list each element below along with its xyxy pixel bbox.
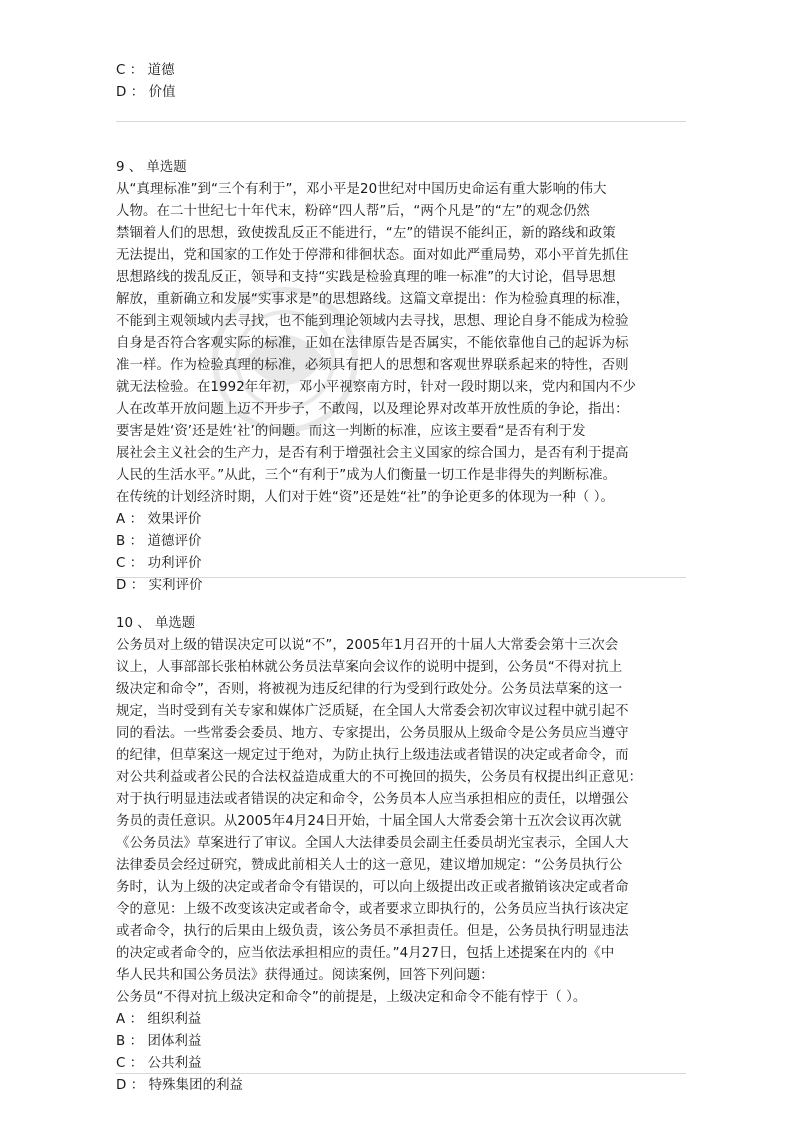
option-d: D ： 特殊集团的利益 xyxy=(116,1078,244,1093)
body-line: 不能到主观领域内去寻找，也不能到理论领域内去寻找，思想、理论自身不能成为检验 xyxy=(116,314,629,329)
body-line: 禁锢着人们的思想，致使拨乱反正不能进行，“左”的错误不能纠正，新的路线和政策 xyxy=(116,226,616,241)
section-divider xyxy=(116,577,686,578)
option-a: A ： 组织利益 xyxy=(116,1012,202,1027)
body-line: 从“真理标准”到“三个有利于”，邓小平是20世纪对中国历史命运有重大影响的伟大 xyxy=(116,182,607,197)
body-line: 自身是否符合客观实际的标准，正如在法律原告是否属实，不能依靠他自己的起诉为标 xyxy=(116,336,629,351)
body-line: 公务员对上级的错误决定可以说“不”，2005年1月召开的十届人大常委会第十三次会 xyxy=(116,638,619,653)
body-line: 解放，重新确立和发展“实事求是”的思想路线。这篇文章提出：作为检验真理的标准， xyxy=(116,292,630,307)
question-10-title: 10 、 单选题 xyxy=(116,616,196,631)
option-c: C ： 公共利益 xyxy=(116,1056,202,1071)
body-line: 《公务员法》草案进行了审议。全国人大法律委员会副主任委员胡光宝表示，全国人大 xyxy=(116,836,629,851)
body-line: 思想路线的拨乱反正，领导和支持“实践是检验真理的唯一标准”的大讨论，倡导思想 xyxy=(116,270,616,285)
body-line: 法律委员会经过研究，赞成此前相关人士的这一意见，建议增加规定：“公务员执行公 xyxy=(116,858,623,873)
body-line: 议上，人事部部长张柏林就公务员法草案向会议作的说明中提到，公务员“不得对抗上 xyxy=(116,660,623,675)
option-d: D ： 价值 xyxy=(116,85,176,100)
body-line: 要害是姓‘资’还是姓‘社’的问题。而这一判断的标准，应该主要看“是否有利于发 xyxy=(116,424,586,439)
section-divider xyxy=(116,1073,686,1074)
body-line: 无法提出，党和国家的工作处于停滞和徘徊状态。面对如此严重局势，邓小平首先抓住 xyxy=(116,248,629,263)
body-line: 级决定和命令”，否则，将被视为违反纪律的行为受到行政处分。公务员法草案的这一 xyxy=(116,682,623,697)
body-line: 人物。在二十世纪七十年代末，粉碎“四人帮”后，“两个凡是”的“左”的观念仍然 xyxy=(116,204,590,219)
body-line: 展社会主义社会的生产力，是否有利于增强社会主义国家的综合国力，是否有利于提高 xyxy=(116,446,629,461)
question-9 xyxy=(116,157,686,597)
body-line: 对公共利益或者公民的合法权益造成重大的不可挽回的损失，公务员有权提出纠正意见： xyxy=(116,770,643,785)
body-line: 对于执行明显违法或者错误的决定和命令，公务员本人应当承担相应的责任，以增强公 xyxy=(116,792,629,807)
previous-question-options xyxy=(116,60,176,104)
option-c: C ： 功利评价 xyxy=(116,556,202,571)
question-10-body xyxy=(116,635,686,1009)
question-10 xyxy=(116,613,686,1097)
body-line: 就无法检验。在1992年年初，邓小平视察南方时，针对一段时期以来，党内和国内不少 xyxy=(116,380,637,395)
body-line: 人民的生活水平。”从此，三个“有利于”成为人们衡量一切工作是非得失的判断标准。 xyxy=(116,468,617,483)
question-9-title: 9 、 单选题 xyxy=(116,160,187,175)
option-b: B ： 道德评价 xyxy=(116,534,202,549)
body-line: 或者命令，执行的后果由上级负责，该公务员不承担责任。但是，公务员执行明显违法 xyxy=(116,924,629,939)
body-line: 华人民共和国公务员法》获得通过。阅读案例，回答下列问题： xyxy=(116,968,494,983)
option-b: B ： 团体利益 xyxy=(116,1034,202,1049)
body-line: 公务员“不得对抗上级决定和命令”的前提是，上级决定和命令不能有悖于（ ）。 xyxy=(116,990,587,1005)
option-d: D ： 实利评价 xyxy=(116,578,203,593)
question-9-options xyxy=(116,509,686,597)
question-9-body xyxy=(116,179,686,509)
body-line: 务时，认为上级的决定或者命令有错误的，可以向上级提出改正或者撤销该决定或者命 xyxy=(116,880,629,895)
option-a: A ： 效果评价 xyxy=(116,512,202,527)
body-line: 准一样。作为检验真理的标准，必须具有把人的思想和客观世界联系起来的特性，否则 xyxy=(116,358,629,373)
body-line: 在传统的计划经济时期，人们对于姓“资”还是姓“社”的争论更多的体现为一种（ ）。 xyxy=(116,490,614,505)
body-line: 人在改革开放问题上迈不开步子，不敢闯，以及理论界对改革开放性质的争论，指出： xyxy=(116,402,629,417)
body-line: 同的看法。一些常委会委员、地方、专家提出，公务员服从上级命令是公务员应当遵守 xyxy=(116,726,629,741)
option-c: C ： 道德 xyxy=(116,63,175,78)
body-line: 务员的责任意识。从2005年4月24日开始，十届全国人大常委会第十五次会议再次就 xyxy=(116,814,622,829)
body-line: 的决定或者命令的，应当依法承担相应的责任。”4月27日，包括上述提案在内的《中 xyxy=(116,946,615,961)
body-line: 规定，当时受到有关专家和媒体广泛质疑，在全国人大常委会初次审议过程中就引起不 xyxy=(116,704,629,719)
question-10-options xyxy=(116,1009,686,1097)
section-divider xyxy=(116,121,686,122)
body-line: 的纪律，但草案这一规定过于绝对，为防止执行上级违法或者错误的决定或者命令，而 xyxy=(116,748,629,763)
body-line: 令的意见：上级不改变该决定或者命令，或者要求立即执行的，公务员应当执行该决定 xyxy=(116,902,629,917)
